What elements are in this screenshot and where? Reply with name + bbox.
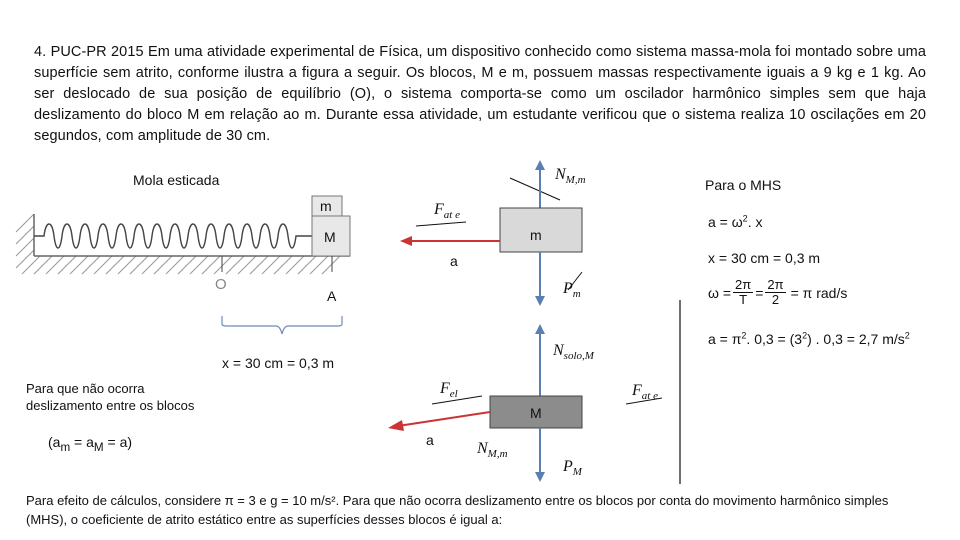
block-m-fbd-label: m [530, 227, 542, 243]
condition-equation: $(a_m = a_M = a)$ [48, 434, 133, 454]
mola-label: Mola esticada [133, 172, 220, 188]
mhs-eq2: x = 30 cm = 0,3 m [708, 250, 821, 266]
block-M-label: M [324, 229, 336, 245]
block-M-fbd-label: M [530, 405, 542, 421]
normal-Mm-label: $N_{M,m}$ [555, 166, 586, 187]
mhs-eq3: ω = $\frac{2\pi}{T}$ = $\frac{2\pi}{2}$ = π rad/s [708, 277, 848, 307]
normal-m-on-M-label: $N_{M,m}$ [477, 440, 508, 461]
point-A-label: A [327, 288, 337, 304]
normal-solo-label: $N_{solo,M}$ [553, 342, 594, 363]
mhs-eq4: $a = \pi^2$. $0,3 = (3^2)$ . 0,3 = 2,7 $m/s^2$ [708, 330, 910, 347]
accel-top-label: a [450, 253, 458, 269]
elastic-force-label: $F_{el}$ [440, 380, 458, 401]
condition-line2: deslizamento entre os blocos [26, 398, 195, 413]
weight-M-label: $P_M$ [563, 458, 582, 479]
accel-bottom-label: a [426, 432, 434, 448]
block-m-label: m [320, 198, 332, 214]
friction-bottom-label: $F_{at e}$ [632, 382, 658, 403]
displacement-label: x = 30 cm = 0,3 m [222, 355, 335, 371]
wall [16, 214, 340, 274]
mhs-eq1: $a = \omega^2$. x [708, 213, 763, 230]
weight-m-label: $P_m$ [563, 280, 581, 301]
footer-question: Para efeito de cálculos, considere π = 3 e g = 10 m/s². Para que não ocorra deslizamento entre os blocos por conta do movimento harmônico simples (MHS), o coeficiente de atrito estático entre as superfícies desses blocos é igual a: [26, 493, 889, 527]
spring [34, 224, 312, 248]
point-O-label: O [215, 276, 227, 293]
friction-top-label: $F_{at e}$ [434, 201, 460, 222]
mhs-title: Para o MHS [705, 177, 782, 193]
condition-line1: Para que não ocorra [26, 381, 145, 396]
problem-statement: 4. PUC-PR 2015 Em uma atividade experimental de Física, um dispositivo conhecido como sistema massa-mola foi montado sobre uma superfície sem atrito, conforme ilustra a figura a seguir. Os blocos, M e m, possuem massas respectivamente iguais a 9 kg e 1 kg. Ao ser deslocado de sua posição de equilíbrio (O), o sistema comporta-se como um oscilador harmônico simples sem que haja deslizamento do bloco M em relação ao m. Durante essa atividade, um estudante verificou que o sistema realiza 10 oscilações em 20 segundos, com amplitude de 30 cm. [34, 44, 926, 144]
brace [222, 316, 342, 334]
